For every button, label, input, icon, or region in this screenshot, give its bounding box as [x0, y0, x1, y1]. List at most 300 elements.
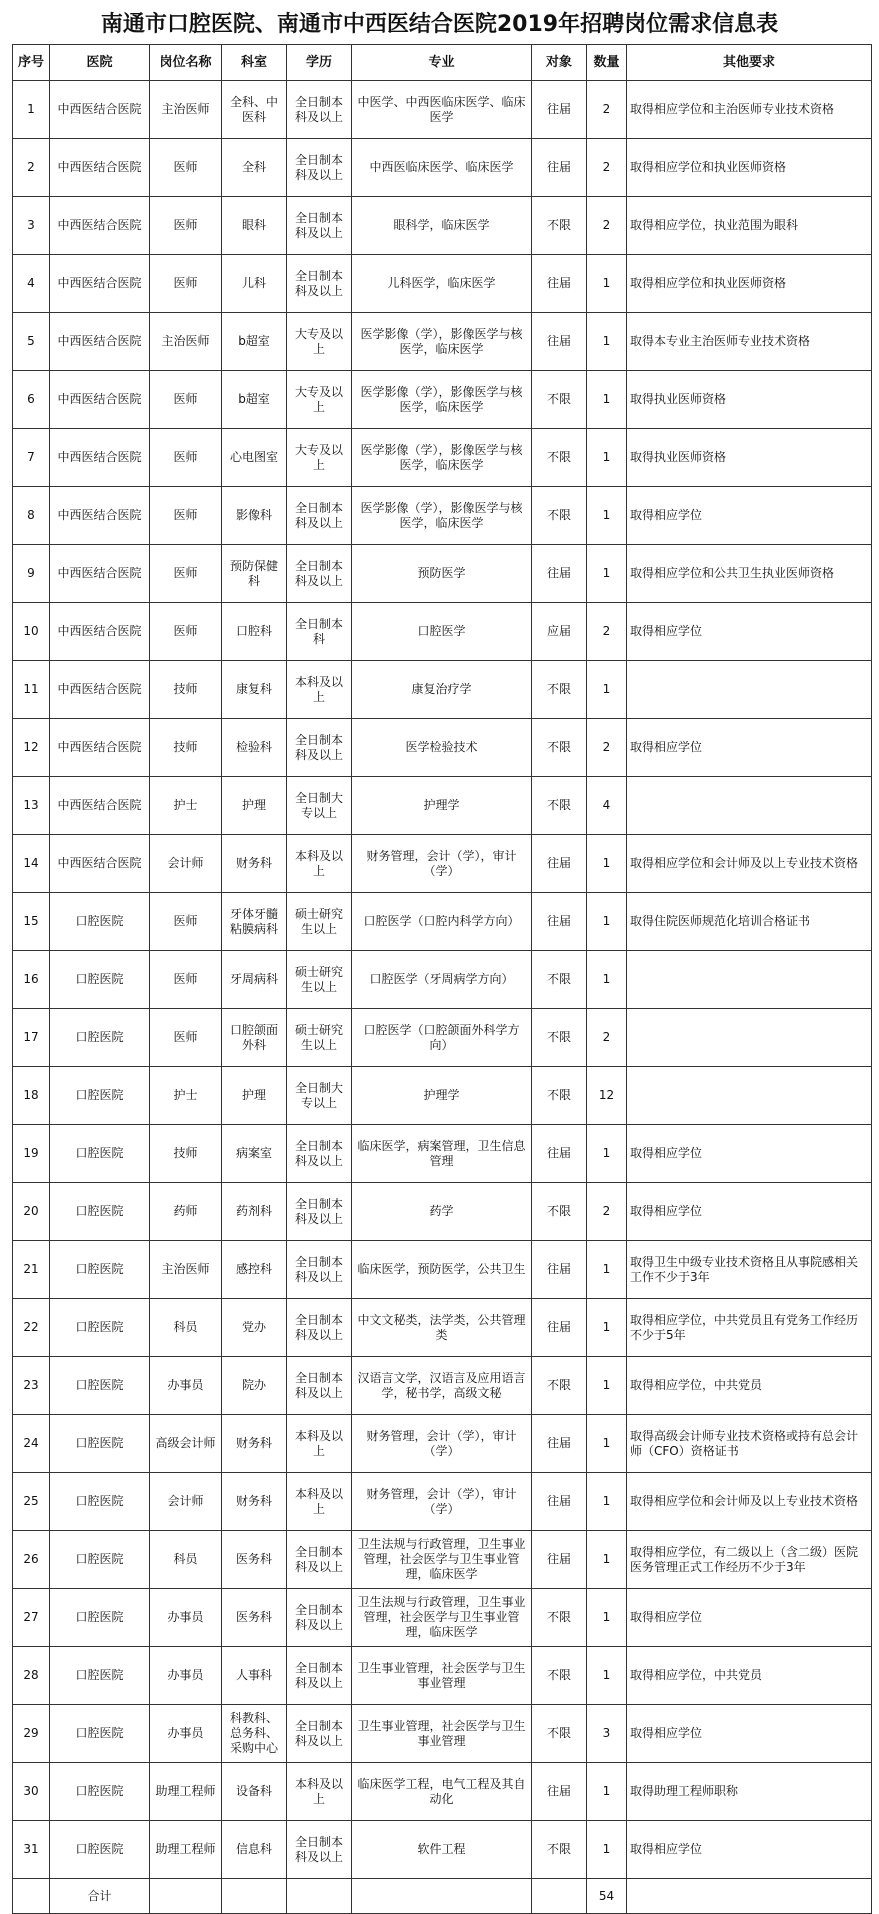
- header-target: 对象: [532, 45, 587, 81]
- cell-count: 1: [587, 313, 627, 371]
- total-count: 54: [587, 1879, 627, 1914]
- cell-dept: 人事科: [222, 1647, 287, 1705]
- cell-count: 2: [587, 1183, 627, 1241]
- cell-target: 往届: [532, 835, 587, 893]
- cell-target: 往届: [532, 255, 587, 313]
- cell-position: 医师: [150, 545, 222, 603]
- cell-target: 不限: [532, 1821, 587, 1879]
- cell-no: 14: [13, 835, 50, 893]
- cell-count: 2: [587, 81, 627, 139]
- cell-target: 往届: [532, 1415, 587, 1473]
- cell-dept: 医务科: [222, 1531, 287, 1589]
- cell-position: 技师: [150, 661, 222, 719]
- cell-dept: 财务科: [222, 835, 287, 893]
- total-empty: [13, 1879, 50, 1914]
- header-dept: 科室: [222, 45, 287, 81]
- cell-dept: 口腔颌面外科: [222, 1009, 287, 1067]
- cell-position: 高级会计师: [150, 1415, 222, 1473]
- cell-position: 医师: [150, 487, 222, 545]
- cell-count: 12: [587, 1067, 627, 1125]
- cell-other: 取得相应学位和执业医师资格: [627, 139, 872, 197]
- cell-position: 办事员: [150, 1647, 222, 1705]
- cell-target: 往届: [532, 1125, 587, 1183]
- cell-hospital: 中西医结合医院: [50, 139, 150, 197]
- total-empty: [352, 1879, 532, 1914]
- table-row: [13, 1589, 872, 1647]
- cell-position: 医师: [150, 139, 222, 197]
- cell-count: 1: [587, 487, 627, 545]
- cell-other: 取得相应学位和公共卫生执业医师资格: [627, 545, 872, 603]
- cell-edu: 全日制大专以上: [287, 777, 352, 835]
- header-major: 专业: [352, 45, 532, 81]
- cell-count: 1: [587, 1473, 627, 1531]
- cell-count: 1: [587, 429, 627, 487]
- cell-target: 不限: [532, 661, 587, 719]
- cell-no: 19: [13, 1125, 50, 1183]
- cell-target: 往届: [532, 313, 587, 371]
- cell-target: 往届: [532, 545, 587, 603]
- cell-major: 医学影像（学），影像医学与核医学，临床医学: [352, 487, 532, 545]
- cell-position: 医师: [150, 951, 222, 1009]
- cell-dept: 儿科: [222, 255, 287, 313]
- cell-edu: 全日制本科及以上: [287, 1589, 352, 1647]
- cell-no: 10: [13, 603, 50, 661]
- cell-no: 16: [13, 951, 50, 1009]
- table-row: [13, 1241, 872, 1299]
- cell-dept: 药剂科: [222, 1183, 287, 1241]
- cell-other: 取得相应学位: [627, 1705, 872, 1763]
- cell-target: 往届: [532, 1763, 587, 1821]
- header-other: 其他要求: [627, 45, 872, 81]
- cell-hospital: 口腔医院: [50, 951, 150, 1009]
- table-row: [13, 661, 872, 719]
- cell-count: 1: [587, 661, 627, 719]
- table-row: [13, 1009, 872, 1067]
- cell-edu: 全日制本科及以上: [287, 197, 352, 255]
- cell-hospital: 口腔医院: [50, 1125, 150, 1183]
- cell-target: 往届: [532, 893, 587, 951]
- cell-other: [627, 951, 872, 1009]
- cell-hospital: 口腔医院: [50, 1183, 150, 1241]
- cell-edu: 本科及以上: [287, 1763, 352, 1821]
- cell-no: 8: [13, 487, 50, 545]
- cell-dept: 财务科: [222, 1415, 287, 1473]
- cell-no: 4: [13, 255, 50, 313]
- cell-hospital: 中西医结合医院: [50, 719, 150, 777]
- cell-position: 技师: [150, 1125, 222, 1183]
- table-row: [13, 719, 872, 777]
- cell-edu: 本科及以上: [287, 661, 352, 719]
- cell-hospital: 口腔医院: [50, 1357, 150, 1415]
- cell-target: 往届: [532, 1299, 587, 1357]
- cell-count: 1: [587, 1763, 627, 1821]
- cell-edu: 全日制本科及以上: [287, 545, 352, 603]
- cell-position: 会计师: [150, 835, 222, 893]
- table-row: [13, 1705, 872, 1763]
- cell-other: [627, 1009, 872, 1067]
- cell-position: 助理工程师: [150, 1763, 222, 1821]
- cell-target: 往届: [532, 139, 587, 197]
- cell-major: 卫生法规与行政管理，卫生事业管理，社会医学与卫生事业管理，临床医学: [352, 1589, 532, 1647]
- cell-target: 不限: [532, 719, 587, 777]
- cell-position: 护士: [150, 1067, 222, 1125]
- cell-hospital: 口腔医院: [50, 1763, 150, 1821]
- cell-major: 康复治疗学: [352, 661, 532, 719]
- cell-other: 取得高级会计师专业技术资格或持有总会计师（CFO）资格证书: [627, 1415, 872, 1473]
- cell-major: 临床医学，病案管理，卫生信息管理: [352, 1125, 532, 1183]
- recruitment-table: [12, 44, 872, 1914]
- cell-count: 1: [587, 255, 627, 313]
- cell-hospital: 中西医结合医院: [50, 545, 150, 603]
- cell-other: 取得助理工程师职称: [627, 1763, 872, 1821]
- cell-other: 取得相应学位，中共党员: [627, 1647, 872, 1705]
- cell-dept: 预防保健科: [222, 545, 287, 603]
- header-count: 数量: [587, 45, 627, 81]
- cell-edu: 全日制大专以上: [287, 1067, 352, 1125]
- cell-dept: 康复科: [222, 661, 287, 719]
- cell-hospital: 口腔医院: [50, 1473, 150, 1531]
- cell-position: 主治医师: [150, 81, 222, 139]
- table-row: [13, 1821, 872, 1879]
- cell-target: 往届: [532, 1473, 587, 1531]
- cell-position: 护士: [150, 777, 222, 835]
- cell-major: 医学影像（学），影像医学与核医学，临床医学: [352, 313, 532, 371]
- cell-target: 不限: [532, 197, 587, 255]
- cell-dept: b超室: [222, 371, 287, 429]
- cell-position: 医师: [150, 1009, 222, 1067]
- cell-hospital: 中西医结合医院: [50, 313, 150, 371]
- cell-other: 取得相应学位和会计师及以上专业技术资格: [627, 1473, 872, 1531]
- cell-edu: 全日制本科及以上: [287, 81, 352, 139]
- cell-hospital: 中西医结合医院: [50, 835, 150, 893]
- cell-position: 主治医师: [150, 313, 222, 371]
- cell-major: 口腔医学（口腔内科学方向）: [352, 893, 532, 951]
- table-row: [13, 603, 872, 661]
- cell-major: 药学: [352, 1183, 532, 1241]
- cell-hospital: 中西医结合医院: [50, 487, 150, 545]
- header-position: 岗位名称: [150, 45, 222, 81]
- cell-other: 取得执业医师资格: [627, 429, 872, 487]
- cell-dept: 口腔科: [222, 603, 287, 661]
- cell-target: 不限: [532, 429, 587, 487]
- cell-target: 不限: [532, 1357, 587, 1415]
- cell-position: 会计师: [150, 1473, 222, 1531]
- cell-edu: 本科及以上: [287, 835, 352, 893]
- cell-count: 2: [587, 139, 627, 197]
- cell-edu: 全日制本科及以上: [287, 1821, 352, 1879]
- table-row: [13, 1125, 872, 1183]
- cell-target: 不限: [532, 1705, 587, 1763]
- cell-hospital: 口腔医院: [50, 1067, 150, 1125]
- table-row: [13, 835, 872, 893]
- cell-other: [627, 661, 872, 719]
- table-row: [13, 777, 872, 835]
- cell-major: 财务管理，会计（学），审计（学）: [352, 835, 532, 893]
- table-row: [13, 1357, 872, 1415]
- cell-major: 软件工程: [352, 1821, 532, 1879]
- cell-hospital: 口腔医院: [50, 1299, 150, 1357]
- total-label: 合计: [50, 1879, 150, 1914]
- cell-hospital: 中西医结合医院: [50, 603, 150, 661]
- cell-count: 2: [587, 197, 627, 255]
- cell-count: 1: [587, 1125, 627, 1183]
- cell-no: 18: [13, 1067, 50, 1125]
- cell-position: 医师: [150, 197, 222, 255]
- cell-position: 助理工程师: [150, 1821, 222, 1879]
- cell-dept: 牙体牙髓粘膜病科: [222, 893, 287, 951]
- cell-no: 15: [13, 893, 50, 951]
- table-row: [13, 487, 872, 545]
- cell-position: 主治医师: [150, 1241, 222, 1299]
- cell-no: 30: [13, 1763, 50, 1821]
- cell-dept: b超室: [222, 313, 287, 371]
- cell-target: 不限: [532, 487, 587, 545]
- cell-major: 卫生事业管理，社会医学与卫生事业管理: [352, 1647, 532, 1705]
- cell-no: 29: [13, 1705, 50, 1763]
- cell-no: 26: [13, 1531, 50, 1589]
- cell-major: 眼科学，临床医学: [352, 197, 532, 255]
- cell-edu: 大专及以上: [287, 313, 352, 371]
- cell-edu: 全日制本科及以上: [287, 139, 352, 197]
- cell-count: 1: [587, 1357, 627, 1415]
- total-empty: [627, 1879, 872, 1914]
- cell-other: 取得相应学位: [627, 487, 872, 545]
- table-row: [13, 197, 872, 255]
- table-row: [13, 1647, 872, 1705]
- cell-count: 1: [587, 1531, 627, 1589]
- cell-count: 1: [587, 371, 627, 429]
- cell-edu: 全日制本科及以上: [287, 1705, 352, 1763]
- cell-no: 25: [13, 1473, 50, 1531]
- cell-no: 21: [13, 1241, 50, 1299]
- cell-other: 取得本专业主治医师专业技术资格: [627, 313, 872, 371]
- cell-dept: 护理: [222, 777, 287, 835]
- cell-target: 往届: [532, 1241, 587, 1299]
- cell-major: 护理学: [352, 777, 532, 835]
- cell-other: 取得相应学位和执业医师资格: [627, 255, 872, 313]
- cell-major: 护理学: [352, 1067, 532, 1125]
- cell-edu: 全日制本科及以上: [287, 719, 352, 777]
- cell-major: 汉语言文学，汉语言及应用语言学，秘书学，高级文秘: [352, 1357, 532, 1415]
- cell-major: 预防医学: [352, 545, 532, 603]
- cell-edu: 本科及以上: [287, 1473, 352, 1531]
- cell-count: 4: [587, 777, 627, 835]
- cell-hospital: 中西医结合医院: [50, 81, 150, 139]
- cell-count: 1: [587, 1415, 627, 1473]
- cell-dept: 医务科: [222, 1589, 287, 1647]
- cell-count: 2: [587, 1009, 627, 1067]
- cell-dept: 院办: [222, 1357, 287, 1415]
- cell-no: 27: [13, 1589, 50, 1647]
- cell-hospital: 口腔医院: [50, 1531, 150, 1589]
- cell-position: 科员: [150, 1531, 222, 1589]
- cell-dept: 心电图室: [222, 429, 287, 487]
- cell-count: 1: [587, 835, 627, 893]
- cell-other: 取得相应学位和会计师及以上专业技术资格: [627, 835, 872, 893]
- cell-hospital: 口腔医院: [50, 893, 150, 951]
- cell-count: 1: [587, 545, 627, 603]
- cell-position: 药师: [150, 1183, 222, 1241]
- table-row: [13, 1183, 872, 1241]
- cell-target: 往届: [532, 1531, 587, 1589]
- cell-target: 不限: [532, 951, 587, 1009]
- cell-count: 1: [587, 1821, 627, 1879]
- cell-edu: 全日制本科及以上: [287, 1357, 352, 1415]
- cell-dept: 设备科: [222, 1763, 287, 1821]
- cell-count: 1: [587, 951, 627, 1009]
- cell-position: 办事员: [150, 1705, 222, 1763]
- table-row: [13, 545, 872, 603]
- cell-major: 卫生法规与行政管理，卫生事业管理，社会医学与卫生事业管理，临床医学: [352, 1531, 532, 1589]
- total-empty: [287, 1879, 352, 1914]
- cell-dept: 全科、中医科: [222, 81, 287, 139]
- table-row: [13, 139, 872, 197]
- cell-major: 中医学、中西医临床医学、临床医学: [352, 81, 532, 139]
- table-row: [13, 1531, 872, 1589]
- cell-position: 医师: [150, 893, 222, 951]
- cell-dept: 全科: [222, 139, 287, 197]
- total-empty: [150, 1879, 222, 1914]
- header-edu: 学历: [287, 45, 352, 81]
- cell-edu: 全日制本科及以上: [287, 1531, 352, 1589]
- cell-edu: 全日制本科及以上: [287, 1299, 352, 1357]
- cell-other: 取得相应学位: [627, 719, 872, 777]
- cell-other: 取得相应学位: [627, 1821, 872, 1879]
- table-row: [13, 1473, 872, 1531]
- cell-count: 2: [587, 603, 627, 661]
- table-row: [13, 1067, 872, 1125]
- cell-dept: 影像科: [222, 487, 287, 545]
- cell-dept: 牙周病科: [222, 951, 287, 1009]
- cell-hospital: 中西医结合医院: [50, 197, 150, 255]
- cell-no: 28: [13, 1647, 50, 1705]
- cell-dept: 检验科: [222, 719, 287, 777]
- cell-position: 办事员: [150, 1589, 222, 1647]
- cell-major: 中文文秘类，法学类，公共管理类: [352, 1299, 532, 1357]
- header-hospital: 医院: [50, 45, 150, 81]
- table-row: [13, 1299, 872, 1357]
- cell-target: 不限: [532, 1647, 587, 1705]
- cell-target: 不限: [532, 1183, 587, 1241]
- cell-count: 1: [587, 1647, 627, 1705]
- cell-edu: 全日制本科及以上: [287, 255, 352, 313]
- cell-edu: 全日制本科: [287, 603, 352, 661]
- cell-no: 11: [13, 661, 50, 719]
- cell-target: 不限: [532, 1589, 587, 1647]
- cell-edu: 全日制本科及以上: [287, 1241, 352, 1299]
- cell-other: 取得执业医师资格: [627, 371, 872, 429]
- cell-target: 不限: [532, 777, 587, 835]
- cell-no: 1: [13, 81, 50, 139]
- cell-dept: 财务科: [222, 1473, 287, 1531]
- cell-major: 中西医临床医学、临床医学: [352, 139, 532, 197]
- cell-other: 取得相应学位，中共党员且有党务工作经历不少于5年: [627, 1299, 872, 1357]
- cell-hospital: 中西医结合医院: [50, 429, 150, 487]
- cell-edu: 硕士研究生以上: [287, 1009, 352, 1067]
- cell-no: 5: [13, 313, 50, 371]
- cell-hospital: 中西医结合医院: [50, 255, 150, 313]
- table-row: [13, 255, 872, 313]
- cell-count: 1: [587, 1589, 627, 1647]
- cell-position: 医师: [150, 429, 222, 487]
- table-row: [13, 951, 872, 1009]
- total-empty: [532, 1879, 587, 1914]
- header-no: 序号: [13, 45, 50, 81]
- cell-edu: 全日制本科及以上: [287, 1183, 352, 1241]
- cell-position: 医师: [150, 371, 222, 429]
- cell-hospital: 口腔医院: [50, 1705, 150, 1763]
- total-row: [13, 1879, 872, 1914]
- table-row: [13, 893, 872, 951]
- table-row: [13, 1415, 872, 1473]
- cell-edu: 硕士研究生以上: [287, 893, 352, 951]
- cell-target: 不限: [532, 371, 587, 429]
- cell-dept: 信息科: [222, 1821, 287, 1879]
- cell-other: 取得相应学位: [627, 603, 872, 661]
- cell-dept: 护理: [222, 1067, 287, 1125]
- cell-no: 6: [13, 371, 50, 429]
- cell-major: 医学影像（学），影像医学与核医学，临床医学: [352, 429, 532, 487]
- cell-other: 取得卫生中级专业技术资格且从事院感相关工作不少于3年: [627, 1241, 872, 1299]
- cell-position: 科员: [150, 1299, 222, 1357]
- cell-other: 取得相应学位，中共党员: [627, 1357, 872, 1415]
- cell-position: 医师: [150, 603, 222, 661]
- cell-hospital: 口腔医院: [50, 1589, 150, 1647]
- cell-edu: 全日制本科及以上: [287, 1125, 352, 1183]
- cell-edu: 大专及以上: [287, 371, 352, 429]
- cell-dept: 党办: [222, 1299, 287, 1357]
- table-row: [13, 371, 872, 429]
- cell-no: 22: [13, 1299, 50, 1357]
- cell-other: [627, 1067, 872, 1125]
- cell-major: 儿科医学，临床医学: [352, 255, 532, 313]
- cell-dept: 眼科: [222, 197, 287, 255]
- cell-dept: 病案室: [222, 1125, 287, 1183]
- cell-hospital: 口腔医院: [50, 1821, 150, 1879]
- cell-edu: 大专及以上: [287, 429, 352, 487]
- page-title: 南通市口腔医院、南通市中西医结合医院2019年招聘岗位需求信息表: [100, 11, 779, 37]
- cell-hospital: 口腔医院: [50, 1415, 150, 1473]
- cell-major: 财务管理，会计（学），审计（学）: [352, 1415, 532, 1473]
- cell-edu: 全日制本科及以上: [287, 487, 352, 545]
- cell-major: 口腔医学: [352, 603, 532, 661]
- cell-hospital: 中西医结合医院: [50, 777, 150, 835]
- cell-major: 口腔医学（口腔颌面外科学方向）: [352, 1009, 532, 1067]
- total-empty: [222, 1879, 287, 1914]
- cell-no: 17: [13, 1009, 50, 1067]
- cell-count: 1: [587, 1241, 627, 1299]
- cell-hospital: 口腔医院: [50, 1009, 150, 1067]
- cell-no: 31: [13, 1821, 50, 1879]
- cell-no: 20: [13, 1183, 50, 1241]
- cell-hospital: 中西医结合医院: [50, 371, 150, 429]
- cell-hospital: 口腔医院: [50, 1647, 150, 1705]
- cell-no: 23: [13, 1357, 50, 1415]
- cell-other: 取得相应学位: [627, 1589, 872, 1647]
- cell-no: 2: [13, 139, 50, 197]
- cell-other: 取得相应学位: [627, 1183, 872, 1241]
- cell-count: 1: [587, 1299, 627, 1357]
- cell-target: 不限: [532, 1009, 587, 1067]
- cell-major: 卫生事业管理，社会医学与卫生事业管理: [352, 1705, 532, 1763]
- cell-edu: 本科及以上: [287, 1415, 352, 1473]
- cell-no: 24: [13, 1415, 50, 1473]
- cell-other: 取得相应学位，有二级以上（含二级）医院医务管理正式工作经历不少于3年: [627, 1531, 872, 1589]
- cell-target: 不限: [532, 1067, 587, 1125]
- cell-other: 取得住院医师规范化培训合格证书: [627, 893, 872, 951]
- cell-major: 医学检验技术: [352, 719, 532, 777]
- header-row: [13, 45, 872, 81]
